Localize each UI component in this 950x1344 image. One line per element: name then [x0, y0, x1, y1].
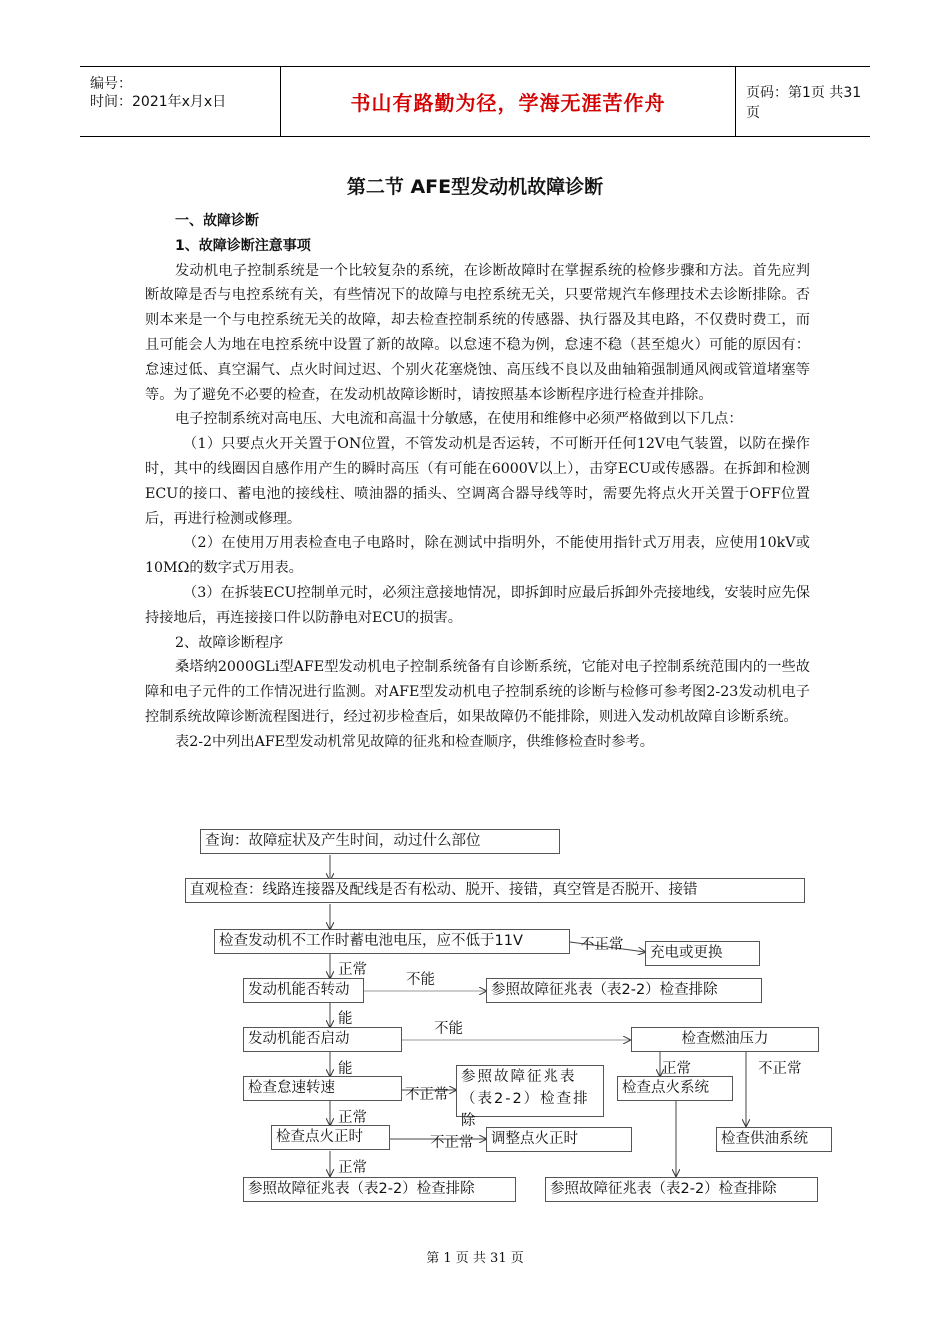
flow-label-can: 能	[338, 1061, 353, 1077]
flow-label-normal: 正常	[338, 1160, 367, 1176]
flow-box-start: 发动机能否启动	[243, 1027, 402, 1052]
serial-label: 编号：	[90, 76, 132, 92]
section-title: 第二节 AFE型发动机故障诊断	[346, 176, 604, 198]
flow-box-idle-speed: 检查怠速转速	[243, 1076, 402, 1101]
paragraph: 桑塔纳2000GLi型AFE型发动机电子控制系统备有自诊断系统，它能对电子控制系统范围内的一些故障和电子元件的工作情况进行监测。对AFE型发动机电子控制系统的诊断与检修可参考图2-23发动机电子控制系统故障诊断流程图进行，经过初步检查后，如果故障仍不能排除，则进入发动机故障自诊断系统。	[145, 659, 810, 725]
flow-box-refer-4: 参照故障征兆表（表2-2）检查排除	[545, 1177, 818, 1202]
flow-box-refer-3: 参照故障征兆表（表2-2）检查排除	[243, 1177, 516, 1202]
flow-box-fuel-supply: 检查供油系统	[716, 1127, 832, 1152]
time-label: 时间：2021年x月x日	[90, 94, 227, 110]
flow-box-refer-2: 参照故障征兆表（表2-2）检查排除	[456, 1065, 604, 1117]
flow-box-query: 查询：故障症状及产生时间，动过什么部位	[200, 829, 560, 854]
page-info: 页码：第1页 共31页	[746, 84, 862, 121]
heading-fault-diagnosis: 一、故障诊断	[175, 213, 259, 229]
flow-label-normal: 正常	[338, 962, 367, 978]
flow-box-battery: 检查发动机不工作时蓄电池电压，应不低于11V	[214, 929, 570, 954]
flow-label-can: 能	[338, 1011, 353, 1027]
flow-box-ignition-timing: 检查点火正时	[271, 1125, 390, 1150]
paragraph: 表2-2中列出AFE型发动机常见故障的征兆和检查顺序，供维修检查时参考。	[175, 733, 654, 750]
paragraph: 发动机电子控制系统是一个比较复杂的系统，在诊断故障时在掌握系统的检修步骤和方法。首先应判断故障是否与电控系统有关，有些情况下的故障与电控系统无关，只要常规汽车修理技术去诊断排除。否则本来是一个与电控系统无关的故障，却去检查控制系统的传感器、执行器及其电路，不仅费时费工，而且可能会人为地在电控系统中设置了新的故障。以怠速不稳为例，怠速不稳（甚至熄火）可能的原因有：怠速过低、真空漏气、点火时间过迟、个别火花塞烧蚀、高压线不良以及曲轴箱强制通风阀或管道堵塞等等。为了避免不必要的检查，在发动机故障诊断时，请按照基本诊断程序进行检查并排除。	[145, 262, 810, 403]
flow-label-cannot: 不能	[434, 1021, 463, 1037]
flow-label-abnormal: 不正常	[758, 1061, 802, 1077]
flow-box-adjust-timing: 调整点火正时	[486, 1127, 632, 1152]
motto-text: 书山有路勤为径，学海无涯苦作舟	[350, 91, 666, 115]
paragraph: 电子控制系统对高电压、大电流和高温十分敏感，在使用和维修中必须严格做到以下几点：	[175, 411, 743, 428]
flow-label-normal: 正常	[338, 1110, 367, 1126]
flow-box-crank: 发动机能否转动	[243, 978, 364, 1003]
flow-label-abnormal: 不正常	[580, 937, 624, 953]
paragraph: （2）在使用万用表检查电子电路时，除在测试中指明外，不能使用指针式万用表，应使用10kV或10MΩ的数字式万用表。	[145, 535, 810, 577]
page-footer: 第 1 页 共 31 页	[426, 1251, 524, 1266]
flow-box-ignition-system: 检查点火系统	[617, 1076, 733, 1101]
paragraph: （3）在拆装ECU控制单元时，必须注意接地情况，即拆卸时应最后拆卸外壳接地线，安装时应先保持接地后，再连接接口件以防静电对ECU的损害。	[145, 584, 810, 626]
flow-label-abnormal: 不正常	[430, 1135, 474, 1151]
heading-precautions: 1、故障诊断注意事项	[175, 237, 311, 254]
flow-label-abnormal: 不正常	[405, 1087, 449, 1103]
flow-box-visual-check: 直观检查：线路连接器及配线是否有松动、脱开、接错，真空管是否脱开、接错	[185, 878, 805, 903]
flow-box-charge: 充电或更换	[645, 941, 760, 966]
flow-box-refer-1: 参照故障征兆表（表2-2）检查排除	[486, 978, 762, 1003]
paragraph: （1）只要点火开关置于ON位置，不管发动机是否运转，不可断开任何12V电气装置，以防在操作时，其中的线圈因自感作用产生的瞬时高压（有可能在6000V以上），击穿ECU或传感器。在拆卸和检测ECU的接口、蓄电池的接线柱、喷油器的插头、空调离合器导线等时，需要先将点火开关置于OFF位置后，再进行检测或修理。	[145, 436, 810, 527]
flow-label-cannot: 不能	[406, 972, 435, 988]
flow-box-fuel-pressure: 检查燃油压力	[631, 1027, 819, 1052]
flow-label-normal: 正常	[662, 1061, 691, 1077]
heading-procedure: 2、故障诊断程序	[175, 634, 284, 651]
